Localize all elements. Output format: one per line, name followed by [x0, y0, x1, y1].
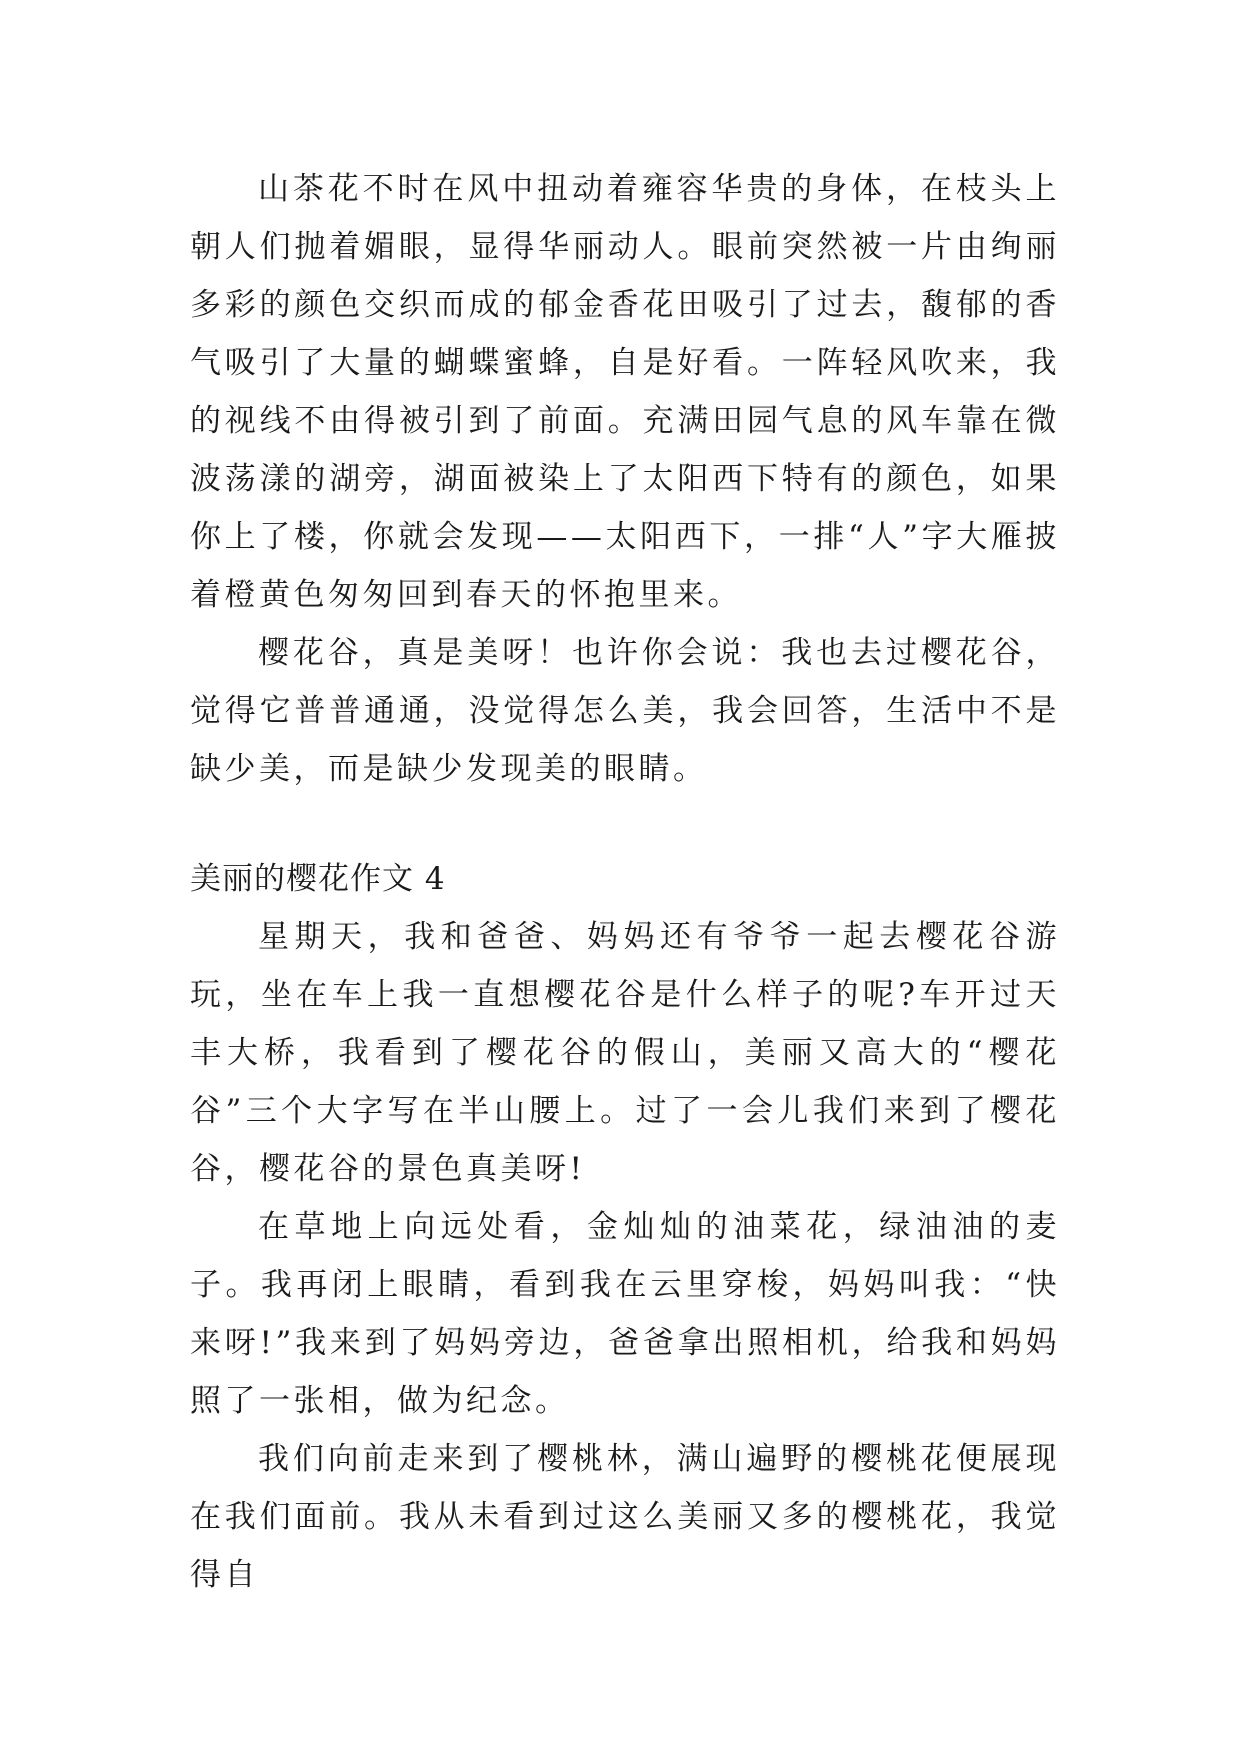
paragraph-camellia: 山茶花不时在风中扭动着雍容华贵的身体，在枝头上朝人们抛着媚眼，显得华丽动人。眼前突然被一片由绚丽多彩的颜色交织而成的郁金香花田吸引了过去，馥郁的香气吸引了大量的蝴蝶蜜蜂，自是好看。一阵轻风吹来，我的视线不由得被引到了前面。充满田园气息的风车靠在微波荡漾的湖旁，湖面被染上了太阳西下特有的颜色，如果你上了楼，你就会发现——太阳西下，一排“人”字大雁披着橙黄色匆匆回到春天的怀抱里来。	[190, 171, 1060, 613]
text-block-bottom	[190, 850, 1060, 1604]
paragraph-cherry-grove: 我们向前走来到了樱桃林，满山遍野的樱桃花便展现在我们面前。我从未看到过这么美丽又多的樱桃花，我觉得自	[190, 1441, 1060, 1593]
paragraph-sunday-trip: 星期天，我和爸爸、妈妈还有爷爷一起去樱花谷游玩，坐在车上我一直想樱花谷是什么样子的呢?车开过天丰大桥，我看到了樱花谷的假山，美丽又高大的“樱花谷”三个大字写在半山腰上。过了一会儿我们来到了樱花谷，樱花谷的景色真美呀!	[190, 919, 1060, 1187]
section-heading: 美丽的樱花作文 4	[190, 861, 446, 897]
paragraph-grassland: 在草地上向远处看，金灿灿的油菜花，绿油油的麦子。我再闭上眼睛，看到我在云里穿梭，妈妈叫我：“快来呀!”我来到了妈妈旁边，爸爸拿出照相机，给我和妈妈照了一张相，做为纪念。	[190, 1209, 1060, 1419]
paragraph-cherry-valley-beauty: 樱花谷，真是美呀！也许你会说：我也去过樱花谷，觉得它普普通通，没觉得怎么美，我会回答，生活中不是缺少美，而是缺少发现美的眼睛。	[190, 635, 1060, 787]
text-block-top	[190, 160, 1060, 798]
